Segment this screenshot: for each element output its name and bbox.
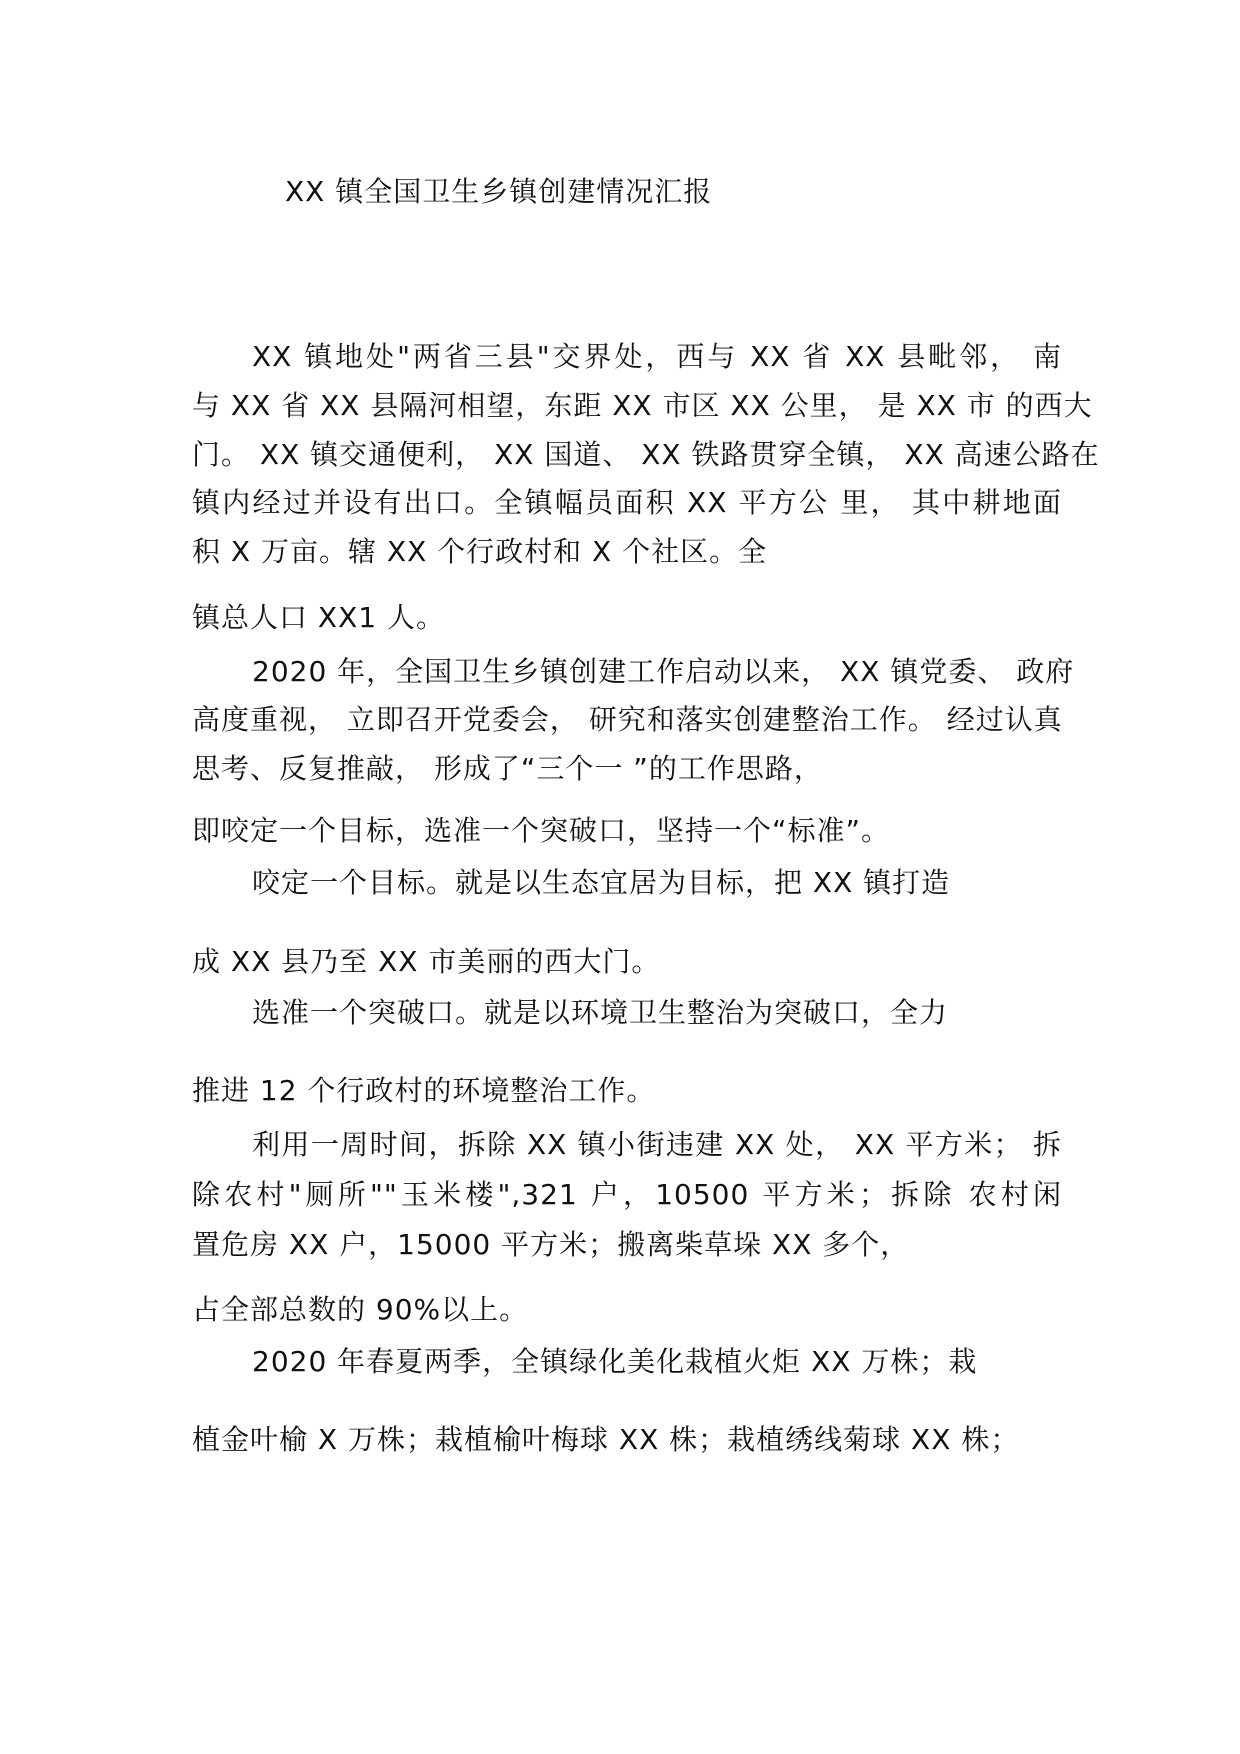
paragraph-line: 高度重视， 立即召开党委会， 研究和落实创建整治工作。 经过认真 — [192, 703, 1063, 736]
paragraph-line: 门。 XX 镇交通便利， XX 国道、 XX 铁路贯穿全镇， XX 高速公路在 — [192, 438, 1100, 471]
paragraph-line: 置危房 XX 户，15000 平方米；搬离柴草垛 XX 多个， — [192, 1228, 910, 1261]
paragraph-line: 选准一个突破口。就是以环境卫生整治为突破口，全力 — [252, 996, 949, 1029]
paragraph-line: 2020 年，全国卫生乡镇创建工作启动以来， XX 镇党委、 政府 — [252, 655, 1075, 688]
paragraph-line: 咬定一个目标。就是以生态宜居为目标，把 XX 镇打造 — [252, 866, 951, 899]
paragraph-line: 2020 年春夏两季，全镇绿化美化栽植火炬 XX 万株；栽 — [252, 1345, 978, 1378]
paragraph-line: 推进 12 个行政村的环境整治工作。 — [192, 1074, 656, 1107]
paragraph-line: 利用一周时间，拆除 XX 镇小街违建 XX 处， XX 平方米； 拆 — [252, 1128, 1062, 1161]
paragraph-line: 即咬定一个目标，选准一个突破口，坚持一个“标准”。 — [192, 814, 891, 847]
paragraph-line: 成 XX 县乃至 XX 市美丽的西大门。 — [192, 945, 661, 978]
paragraph-line: 思考、反复推敲， 形成了“三个一 ”的工作思路， — [192, 752, 823, 785]
paragraph-line: 积 X 万亩。辖 XX 个行政村和 X 个社区。全 — [192, 535, 768, 568]
document-title: XX 镇全国卫生乡镇创建情况汇报 — [285, 175, 713, 208]
paragraph-line: 除农村"厕所""玉米楼",321 户，10500 平方米；拆除 农村闲 — [192, 1178, 1062, 1211]
paragraph-line: 镇总人口 XX1 人。 — [192, 601, 445, 634]
paragraph-line: 植金叶榆 X 万株；栽植榆叶梅球 XX 株；栽植绣线菊球 XX 株； — [192, 1423, 1020, 1456]
paragraph-line: 与 XX 省 XX 县隔河相望，东距 XX 市区 XX 公里， 是 XX 市 的西大 — [192, 389, 1093, 422]
paragraph-line: 镇内经过并设有出口。全镇幅员面积 XX 平方公 里， 其中耕地面 — [192, 486, 1062, 519]
paragraph-line: 占全部总数的 90%以上。 — [192, 1293, 529, 1326]
paragraph-line: XX 镇地处"两省三县"交界处，西与 XX 省 XX 县毗邻， 南 — [252, 340, 1062, 373]
